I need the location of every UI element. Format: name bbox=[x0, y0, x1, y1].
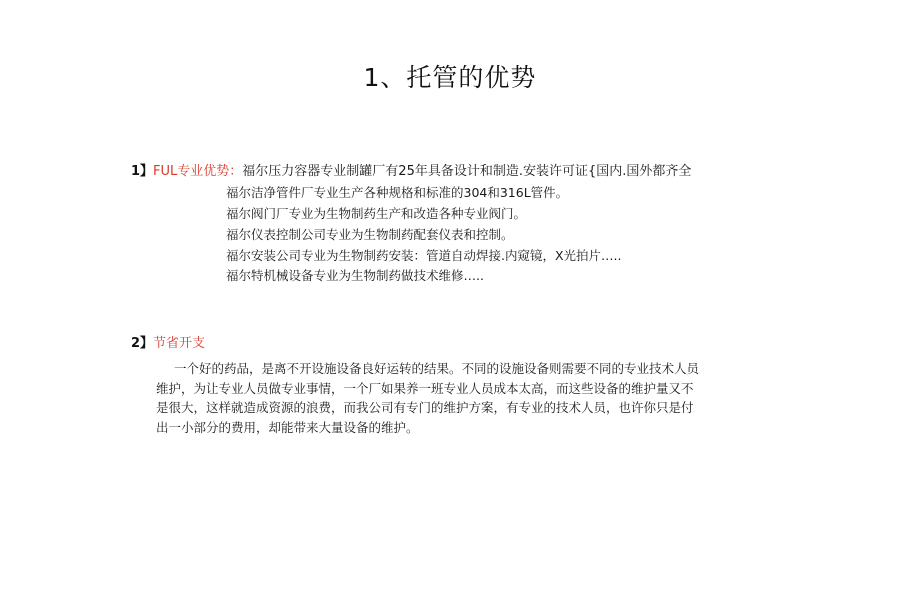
section2-label: 节省开支 bbox=[153, 336, 206, 351]
section2-paragraph bbox=[156, 359, 774, 437]
section1-line: 福尔安装公司专业为生物制药安装：管道自动焊接.内窥镜，X光拍片….. bbox=[226, 248, 622, 263]
paragraph-line: 一个好的药品，是离不开设施设备良好运转的结果。不同的设施设备则需要不同的专业技术人员 bbox=[174, 361, 700, 376]
section1-line: 福尔洁净管件厂专业生产各种规格和标准的304和316L管件。 bbox=[226, 185, 569, 200]
section1-label: FUL专业优势： bbox=[153, 164, 243, 179]
section2-number: 2】 bbox=[131, 336, 154, 351]
paragraph-line: 出一小部分的费用，却能带来大量设备的维护。 bbox=[156, 419, 419, 435]
section1-line: 福尔阀门厂专业为生物制药生产和改造各种专业阀门。 bbox=[226, 206, 527, 221]
page-title: 1、托管的优势 bbox=[363, 63, 537, 92]
paragraph-line: 维护，为让专业人员做专业事情，一个厂如果养一班专业人员成本太高，而这些设备的维护量又不 bbox=[156, 380, 694, 396]
section1-heading bbox=[131, 160, 691, 179]
section1-number: 1】 bbox=[131, 164, 154, 179]
section2-heading bbox=[131, 332, 205, 351]
section1-line: 福尔仪表控制公司专业为生物制药配套仪表和控制。 bbox=[226, 227, 514, 242]
section1-first-line: 福尔压力容器专业制罐厂有25年具备设计和制造.安装许可证{国内.国外都齐全 bbox=[242, 164, 692, 179]
paragraph-line: 是很大，这样就造成资源的浪费，而我公司有专门的维护方案，有专业的技术人员，也许你只是付 bbox=[156, 400, 694, 415]
section1-line: 福尔特机械设备专业为生物制药做技术维修….. bbox=[226, 268, 484, 283]
